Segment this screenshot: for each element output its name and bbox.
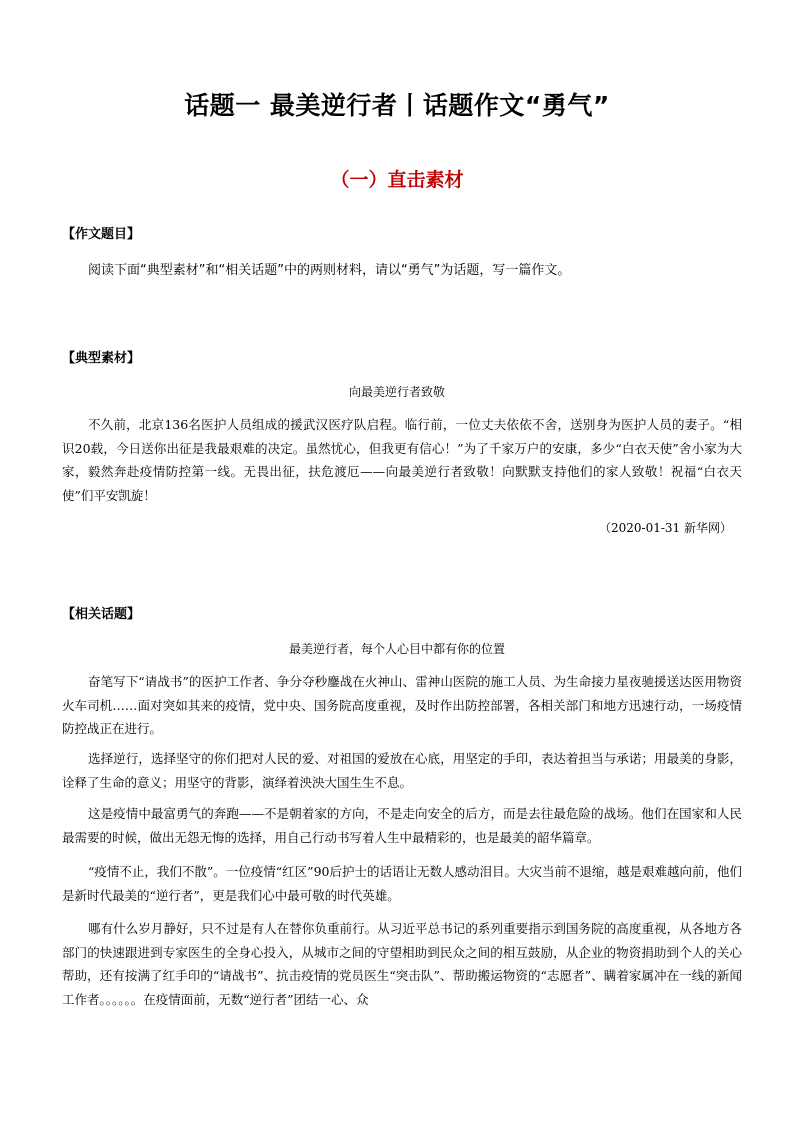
related-topic-paragraph-1: 奋笔写下“请战书”的医护工作者、争分夺秒鏖战在火神山、雷神山医院的施工人员、为生命接力星夜驰援送达医用物资火车司机……面对突如其来的疫情，党中央、国务院高度重视，及时作出防控部署，各相关部门和地方迅速行动，一场疫情防控战正在进行。 bbox=[62, 674, 742, 736]
typical-material-source: （2020-01-31 新华网） bbox=[598, 521, 732, 535]
related-topic-label: 【相关话题】 bbox=[62, 607, 141, 622]
section-subtitle: （一）直击素材 bbox=[330, 169, 464, 191]
related-topic-paragraph-5: 哪有什么岁月静好，只不过是有人在替你负重前行。从习近平总书记的系列重要指示到国务院的高度重视，从各地方各部门的快速跟进到专家医生的全身心投入，从城市之间的守望相助到民众之间的相互鼓励，从企业的物资捐助到个人的关心帮助，还有按满了红手印的“请战书”、抗击疫情的党员医生“突击队”、帮助搬运物资的“志愿者”、瞒着家属冲在一线的新闻工作者。。。。。。在疫情面前，无数“逆行者”团结一心、众 bbox=[62, 921, 742, 1007]
typical-material-label: 【典型素材】 bbox=[62, 351, 141, 366]
page-title: 话题一 最美逆行者丨话题作文“勇气” bbox=[184, 91, 610, 120]
typical-material-body: 不久前，北京136名医护人员组成的援武汉医疗队启程。临行前，一位丈夫依依不舍，送别身为医护人员的妻子。“相识20载，今日送你出征是我最艰难的决定。虽然忧心，但我更有信心！”为了千家万户的安康，多少“白衣天使”舍小家为大家，毅然奔赴疫情防控第一线。无畏出征，扶危渡厄——向最美逆行者致敬！向默默支持他们的家人致敬！祝福“白衣天使”们平安凯旋！ bbox=[62, 417, 742, 503]
related-topic-paragraph-4: “疫情不止，我们不散”。一位疫情“红区”90后护士的话语让无数人感动泪目。大灾当前不退缩，越是艰难越向前，他们是新时代最美的“逆行者”，更是我们心中最可敬的时代英雄。 bbox=[62, 864, 742, 903]
assignment-prompt: 阅读下面“典型素材”和“相关话题”中的两则材料，请以“勇气”为话题，写一篇作文。 bbox=[88, 263, 571, 278]
assignment-label: 【作文题目】 bbox=[62, 227, 141, 242]
related-topic-paragraph-3: 这是疫情中最富勇气的奔跑——不是朝着家的方向，不是走向安全的后方，而是去往最危险的战场。他们在国家和人民最需要的时候，做出无怨无悔的选择，用自己行动书写着人生中最精彩的，也是最美的韶华篇章。 bbox=[62, 806, 742, 845]
related-topic-paragraph-2: 选择逆行，选择坚守的你们把对人民的爱、对祖国的爱放在心底，用坚定的手印，表达着担当与承诺；用最美的身影，诠释了生命的意义；用坚守的背影，演绎着泱泱大国生生不息。 bbox=[62, 751, 742, 790]
related-topic-title: 最美逆行者，每个人心目中都有你的位置 bbox=[288, 642, 505, 656]
typical-material-title: 向最美逆行者致敬 bbox=[348, 385, 445, 399]
